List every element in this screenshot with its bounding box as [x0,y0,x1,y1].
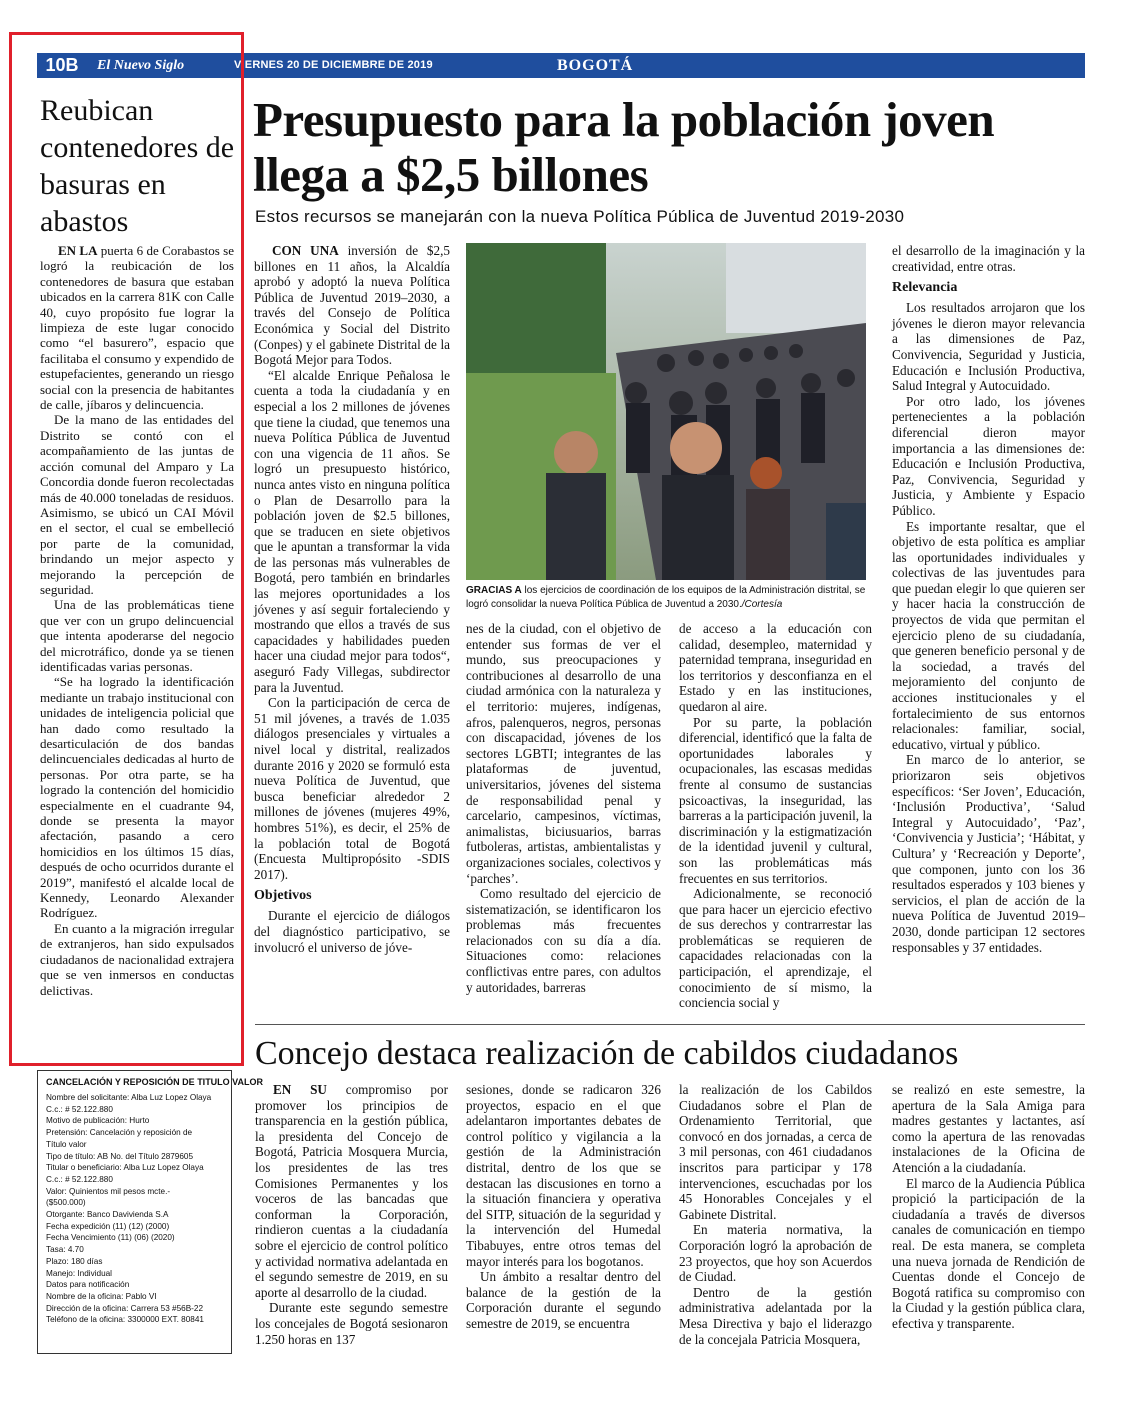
classified-line: Dirección de la oficina: Carrera 53 #56B-22 [46,1303,204,1313]
paragraph-text: inversión de $2,5 billones en 11 años, la Alcaldía aprobó y adoptó la nueva Política Pública de Juventud 2019–2030, a través del Consejo de Política Económica y Social del Distrito (Conpes) y el gabinete Distrital de la Bogotá Mejor para Todos. [254,243,450,368]
youth-crowd-photo [466,243,866,580]
paragraph [40,412,234,597]
paragraph-text: En marco de lo anterior, se priorizaron seis objetivos específicos: ‘Ser Joven’, Educación, ‘Inclusión Productiva’, ‘Salud Integral y Autocuidado’, ‘Paz’, ‘Convivencia y Justicia’; ‘Hábitat, y Cultura’ y ‘Recreación y Deporte’, que componen, junto con los 36 resultados esperados y 103 bienes y servicios, el plan de acción de la nueva Política de Juventud 2019–2030, donde participan 12 sectores responsables y 37 entidades. [892,752,1085,955]
page-number: 10B [37,53,87,78]
paragraph [255,1082,448,1300]
classified-line: ($500.000) [46,1198,86,1208]
paragraph-text: el desarrollo de la imaginación y la creatividad, entre otras. [892,243,1085,274]
paragraph [40,597,234,674]
paragraph-text: compromiso por promover los principios de transparencia en la gestión pública, la presidenta del Concejo de Bogotá, Patricia Mosquera Murcia, los presidentes de las tres Comisiones Permanentes y los voceros de las bancadas que conforman la Corporación, rindieron cuentas a la ciudadanía sobre el ejercicio de control político y actividad normativa adelantada en el segundo semestre de 2019, en su aporte al desarrollo de la ciudad. [255,1082,448,1300]
paragraph-text: Durante el ejercicio de diálogos del diagnóstico participativo, se involucró el universo de jóve- [254,908,450,955]
paragraph-text: se realizó en este semestre, la apertura de la Sala Amiga para madres gestantes y lactantes, así como la apertura de las renovadas instalaciones de la Oficina de Atención a la ciudadanía. [892,1082,1085,1175]
main-headline: Presupuesto para la población joven llega a $2,5 billones [253,92,995,202]
paragraph-text: De la mano de las entidades del Distrito se contó con el acompañamiento de las juntas de acción comunal del Amparo y La Concordia donde fueron recolectadas más de 40.000 toneladas de residuos. Asimismo, se ubicó un CAI Móvil en el sector, el cual se embelleció por parte de la comunidad, brindando un mejor aspecto y mejorando la percepción de seguridad. [40,412,234,597]
paragraph-text: Dentro de la gestión administrativa adelantada por la Mesa Directiva y bajo el liderazgo de la concejala Patricia Mosquera, [679,1284,872,1347]
paragraph-text: la realización de los Cabildos Ciudadanos sobre el Plan de Ordenamiento Territorial, que convocó en dos jornadas, a cerca de 3 mil personas, con 461 ciudadanos inscritos para participar y 178 intervenciones, escuchadas por los 45 Honorables Concejales y el Gabinete Distrital. [679,1082,872,1222]
caption-lead: GRACIAS A [466,585,522,596]
classified-notice [37,1070,264,1354]
paragraph [466,1269,661,1331]
classified-line: Plazo: 180 días [46,1256,103,1266]
paragraph [255,1300,448,1347]
paragraph-text: puerta 6 de Corabastos se logró la reubicación de los contenedores de basura que estaban ubicados en la carrera 81K con Calle 40, cuyo propósito fue lograr la limpieza de este lugar conocido como “el basurero”, espacio que facilitaba el consumo y expendido de estupefacientes, generando un riesgo social con la presencia de habitantes de calle, jíbaros y delincuencia. [40,243,234,413]
classified-line: C.c.: # 52.122.880 [46,1174,113,1184]
paragraph-text: Por otro lado, los jóvenes pertenecientes a la población diferencial dieron mayor importancia a las dimensiones de: Educación e Inclusión Productiva, Paz, Convivencia, Seguridad y Justicia, y Ambiente y Espacio Público. [892,393,1085,518]
paragraph [679,886,872,1011]
paragraph [892,752,1085,955]
paragraph [892,243,1085,274]
paragraph-text: Por su parte, la población diferencial, identificó que la falta de oportunidades laborales y ocupacionales, las escasas medidas frente al consumo de sustancias psicoactivas, la inseguridad, las barreras a la participación juvenil, la discriminación y la estigmatización de la identidad juvenil y cultural, son las problemáticas más frecuentes en sus territorios. [679,714,872,886]
classified-lines [46,1092,223,1326]
paragraph [40,921,234,998]
classified-line: Fecha Vencimiento (11) (06) (2020) [46,1233,175,1243]
paragraph-text: “El alcalde Enrique Peñalosa le cuenta a toda la ciudadanía y en especial a los 2 millones de jóvenes que tiene la ciudad, que tenemos una nueva Política Pública de Juventud con una vigencia de 11 años. Se logró un presupuesto histórico, nunca antes visto en ninguna política o Plan de Desarrollo para la población joven de $2.5 billones, que se traducen en siete objetivos que le apuntan a transformar la vida de las personas más vulnerables de Bogotá, pero también en brindarles las mejores oportunidades a los jóvenes y así seguir fortaleciendo y mostrando que ellos a través de sus capacidades y habilidades pueden hacer una ciudad mejor para todos“, aseguró Fady Villegas, subdirector para la Juventud. [254,367,450,695]
paragraph [466,1082,661,1269]
classified-line: Valor: Quinientos mil pesos mcte.- [46,1186,171,1196]
main-col-2 [466,621,661,995]
classified-title: CANCELACIÓN Y REPOSICIÓN DE TITULO VALOR [46,1077,264,1087]
second-col-1 [255,1082,448,1347]
classified-line: Motivo de publicación: Hurto [46,1116,150,1126]
paragraph-text: Un ámbito a resaltar dentro del balance de la gestión de la Corporación durante el segundo semestre de 2019, se encuentra [466,1269,661,1331]
paragraph [254,908,450,955]
issue-date: VIERNES 20 DE DICIEMBRE DE 2019 [234,59,433,71]
paragraph-text: El marco de la Audiencia Pública propició la participación de la ciudadanía a través de diversos canales de comunicación en tiempo real. De esta manera, se completa una nueva jornada de Rendición de Cuentas donde el Concejo de Bogotá ratifica su compromiso con la Ciudad y la gestión pública clara, efectiva y transparente. [892,1175,1085,1331]
caption-text: los ejercicios de coordinación de los equipos de la Administración distrital, se logró consolidar la nueva Política Pública de Juventud a 2030. [466,585,866,610]
paragraph [254,243,450,368]
left-story-body [40,243,234,998]
classified-line: Fecha expedición (11) (12) (2000) [46,1221,170,1231]
story-divider [255,1024,1085,1025]
main-subhead: Estos recursos se manejarán con la nueva Política Pública de Juventud 2019-2030 [255,207,905,226]
paragraph-text: En materia normativa, la Corporación logró la aprobación de 23 proyectos, que hoy son Acuerdos de Ciudad. [679,1222,872,1285]
classified-line: Tipo de título: AB No. del Título 2879605 [46,1151,194,1161]
paragraph-text: Durante este segundo semestre los concejales de Bogotá sesionaron 1.250 horas en 137 [255,1300,448,1347]
classified-line: Otorgante: Banco Davivienda S.A [46,1210,169,1220]
paragraph-text: sesiones, donde se radicaron 326 proyectos, espacio en el que adelantaron importantes debates de control político y vigilancia a la gestión de la Administración distrital, dentro de los que se destacan las discusiones en torno a la situación financiera y operativa del SITP, situación de la seguridad y la intervención del Humedal Tibabuyes, entre otros temas del mayor interés para los bogotanos. [466,1082,661,1269]
second-col-3 [679,1082,872,1347]
classified-line: Tasa: 4.70 [46,1245,84,1255]
paragraph-lead: EN LA [58,243,98,258]
photo-caption [466,584,876,612]
paragraph [892,394,1085,519]
paragraph-text: Una de las problemáticas tiene que ver con un grupo delincuencial que intenta apoderarse del negocio del microtráfico, donde ya se tienen identificadas varias personas. [40,597,234,674]
classified-line: Teléfono de la oficina: 3300000 EXT. 80841 [46,1315,204,1325]
paragraph [679,1222,872,1284]
section-subheading: Relevancia [892,280,958,296]
paragraph-text: de acceso a la educación con calidad, desempleo, maternidad y paternidad temprana, inseguridad en los territorios y desconfianza en el Estado y en las instituciones, quedaron al aire. [679,621,872,714]
paragraph [679,715,872,887]
classified-line: Nombre del solicitante: Alba Luz Lopez Olaya [46,1093,212,1102]
paragraph [254,368,450,695]
section-name: BOGOTÁ [557,57,634,74]
paragraph [466,621,661,886]
main-col-3 [679,621,872,1011]
section-subheading: Objetivos [254,888,312,904]
left-story-headline: Reubican contenedores de basuras en abastos [40,94,235,238]
paragraph-lead: CON UNA [272,243,339,258]
paragraph [254,695,450,882]
paragraph-text: Adicionalmente, se reconoció que para hacer un ejercicio efectivo de sus derechos y contrarrestar las problemáticas se requieren de capacidades relacionadas con la participación, el aprendizaje, el conocimiento de sí mismo, la conciencia social y [679,886,872,1011]
classified-line: Pretensión: Cancelación y reposición de [46,1128,193,1138]
photo-credit: /Cortesía [741,599,783,610]
main-col-1 [254,243,450,955]
paragraph-text: Como resultado del ejercicio de sistematización, se identificaron los problemas más frecuentes relacionados con su día a día. Situaciones como: relaciones conflictivas entre pares, con adultos y autoridades, barreras [466,886,661,995]
paragraph-text: “Se ha logrado la identificación mediante un trabajo institucional con unidades de inteligencia policial que han dado como resultado la desarticulación de dos bandas delincuenciales dedicadas al hurto de personas. Por otra parte, se ha logrado la contención del homicidio especialmente en el cuadrante 94, donde se presenta la mayor afectación, pasando a cero homicidios en los últimos 15 días, después de ocho ocurridos durante el 2019”, manifestó el alcalde local de Kennedy, Leonardo Alexander Rodríguez. [40,674,234,921]
paragraph-text: Los resultados arrojaron que los jóvenes le dieron mayor relevancia a las dimensiones de Paz, Convivencia, Seguridad y Justicia, Educación e Inclusión Productiva, Salud Integral y Autocuidado. [892,300,1085,394]
paragraph-text: En cuanto a la migración irregular de extranjeros, han sido expulsados ciudadanos de nacionalidad extrajera que se ven inmersos en conductas delictivas. [40,920,234,998]
paragraph [892,519,1085,753]
paragraph [892,300,1085,394]
classified-line: Manejo: Individual [46,1268,112,1278]
paragraph [892,1176,1085,1332]
paragraph [466,886,661,995]
second-col-2 [466,1082,661,1332]
classified-line: Datos para notificación [46,1280,130,1290]
main-col-4 [892,243,1085,955]
second-col-4 [892,1082,1085,1332]
paragraph-text: Es importante resaltar, que el objetivo de esta política es ampliar las oportunidades individuales y colectivas de las juventudes para que puedan elegir lo que quieren ser y hacer hacia la construcción de proyectos de vida que permitan el ejercicio pleno de su ciudadanía, que generen beneficio personal y de la sociedad, a través del mejoramiento del conjunto de acciones institucionales y el fortalecimiento de sus entornos relacionales: familiar, social, educativo, virtual y público. [892,518,1085,752]
classified-line: C.c.: # 52.122.880 [46,1104,113,1114]
paragraph-text: Con la participación de cerca de 51 mil jóvenes, a través de 1.035 diálogos presenciales y virtuales a nivel local y distrital, realizados durante 2016 y 2020 se formuló esta nueva Política de Juventud, que busca beneficiar alrededor 2 millones de jóvenes (mujeres 49%, hombres 51%), es decir, el 25% de la población total de Bogotá (Encuesta Multipropósito -SDIS 2017). [254,695,450,882]
paragraph [892,1082,1085,1176]
classified-line: Nombre de la oficina: Pablo VI [46,1291,157,1301]
classified-line: Título valor [46,1139,87,1149]
paragraph [40,243,234,412]
paragraph [679,621,872,715]
paragraph [40,674,234,921]
classified-line: Titular o beneficiario: Alba Luz Lopez Olaya [46,1163,204,1173]
newspaper-logo: El Nuevo Siglo [97,58,185,73]
second-headline: Concejo destaca realización de cabildos ciudadanos [255,1035,959,1072]
paragraph-lead: EN SU [273,1082,327,1097]
paragraph [679,1082,872,1222]
paragraph [679,1285,872,1347]
paragraph-text: nes de la ciudad, con el objetivo de entender sus formas de ver el mundo, sus preocupaciones y contribuciones al desarrollo de una ciudad armónica con la naturaleza y el territorio: mujeres, indígenas, afros, palenqueros, negros, personas con discapacidad, jóvenes de los sectores LGBTI; integrantes de las plataformas de juventud, universitarios, jóvenes del sistema de responsabilidad penal y carcelario, campesinos, víctimas, animalistas, biciusuarios, barras futboleras, artistas, ambientalistas y organizaciones sociales, colectivos y ‘parches’. [466,621,661,886]
